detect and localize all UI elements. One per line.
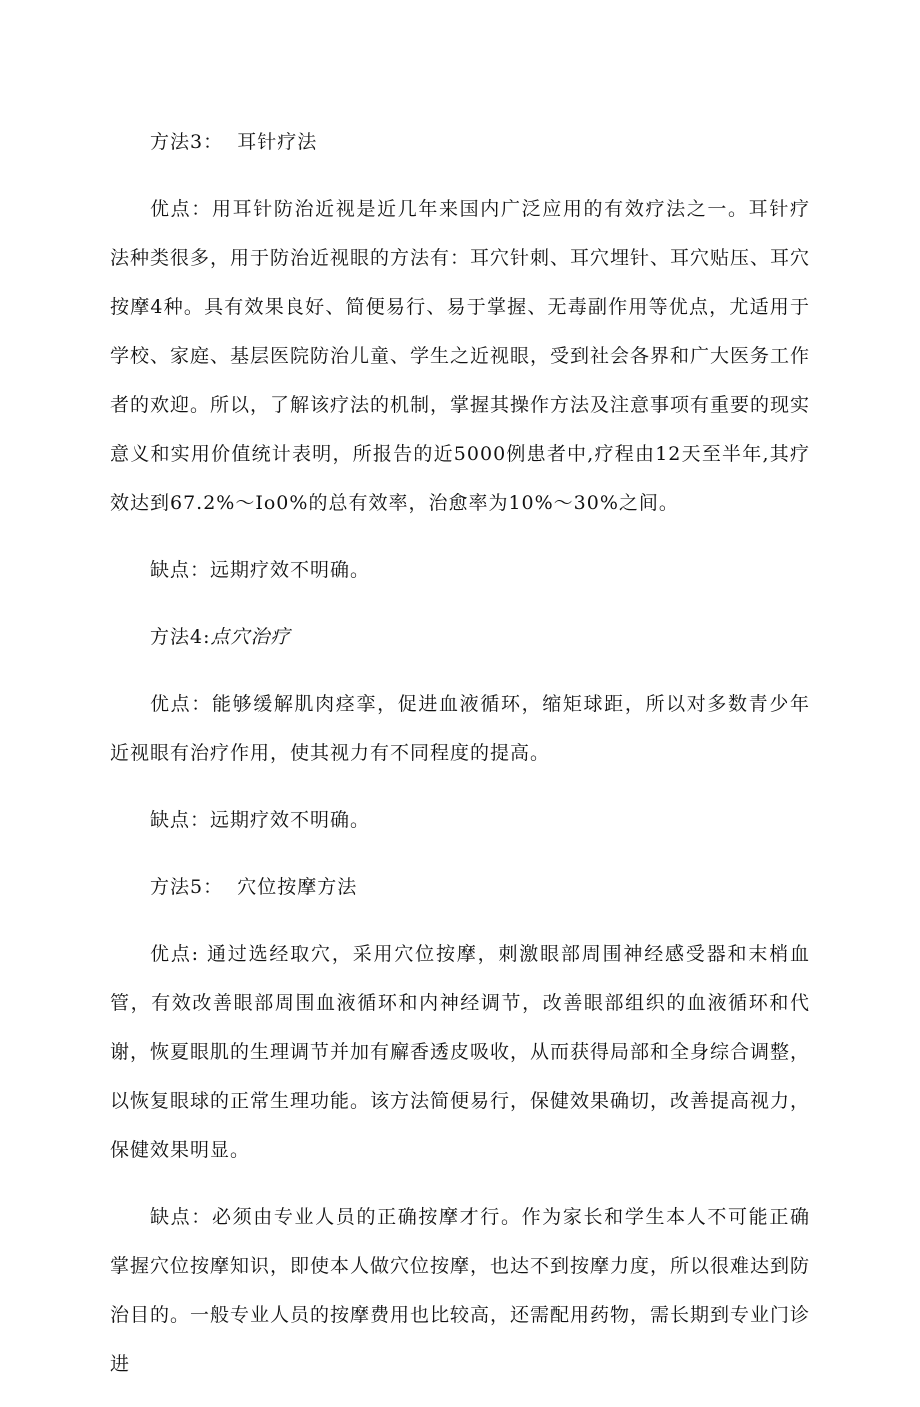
method-4-label: 方法4: xyxy=(150,626,211,648)
method-4-advantages-text: 能够缓解肌肉痉挛，促进血液循环，缩矩球距，所以对多数青少年近视眼有治疗作用，使其视力有不同程度的提高。 xyxy=(110,693,810,764)
method-5-disadvantages-text: 必须由专业人员的正确按摩才行。作为家长和学生本人不可能正确掌握穴位按摩知识，即使本人做穴位按摩，也达不到按摩力度，所以很难达到防治目的。一般专业人员的按摩费用也比较高，还需配用药物，需长期到专业门诊进 xyxy=(110,1206,811,1375)
method-5-advantages-label: 优点: xyxy=(150,943,200,965)
method-4-disadvantages-text: 远期疗效不明确。 xyxy=(210,809,371,831)
method-5-advantages xyxy=(110,930,810,1175)
method-3-title: 耳针疗法 xyxy=(237,131,318,153)
method-4-heading xyxy=(110,613,810,662)
method-5-title: 穴位按摩方法 xyxy=(237,876,358,898)
method-3-disadvantages xyxy=(110,546,810,595)
method-5-heading xyxy=(110,863,810,912)
method-3-advantages-text: 用耳针防治近视是近几年来国内广泛应用的有效疗法之一。耳针疗法种类很多，用于防治近视眼的方法有：耳穴针刺、耳穴埋针、耳穴贴压、耳穴按摩4种。具有效果良好、简便易行、易于掌握、无毒副作用等优点，尤适用于学校、家庭、基层医院防治儿童、学生之近视眼，受到社会各界和广大医务工作者的欢迎。所以，了解该疗法的机制，掌握其操作方法及注意事项有重要的现实意义和实用价值统计表明，所报告的近5000例患者中,疗程由12天至半年,其疗效达到67.2%～Io0%的总有效率，治愈率为10%～30%之间。 xyxy=(110,198,811,514)
document-page xyxy=(110,118,810,1407)
method-4-disadvantages xyxy=(110,796,810,845)
method-3-disadvantages-text: 远期疗效不明确。 xyxy=(210,559,371,581)
method-5-label: 方法5： xyxy=(150,876,224,898)
method-3-advantages xyxy=(110,185,810,528)
method-5-disadvantages xyxy=(110,1193,810,1389)
method-5-disadvantages-label: 缺点： xyxy=(150,1206,212,1228)
method-3-label: 方法3： xyxy=(150,131,224,153)
method-4-advantages xyxy=(110,680,810,778)
method-4-advantages-label: 优点： xyxy=(150,693,212,715)
method-4-disadvantages-label: 缺点： xyxy=(150,809,211,831)
method-4-title: 点穴治疗 xyxy=(210,626,291,648)
method-3-disadvantages-label: 缺点： xyxy=(150,559,211,581)
method-3-heading xyxy=(110,118,810,167)
method-5-advantages-text: 通过选经取穴，采用穴位按摩，刺激眼部周围神经感受器和末梢血管，有效改善眼部周围血液循环和内神经调节，改善眼部组织的血液循环和代谢，恢夏眼肌的生理调节并加有廨香透皮吸收，从而获得局部和全身综合调整，以恢复眼球的正常生理功能。该方法简便易行，保健效果确切，改善提高视力，保健效果明显。 xyxy=(110,943,811,1161)
method-3-advantages-label: 优点： xyxy=(150,198,212,220)
